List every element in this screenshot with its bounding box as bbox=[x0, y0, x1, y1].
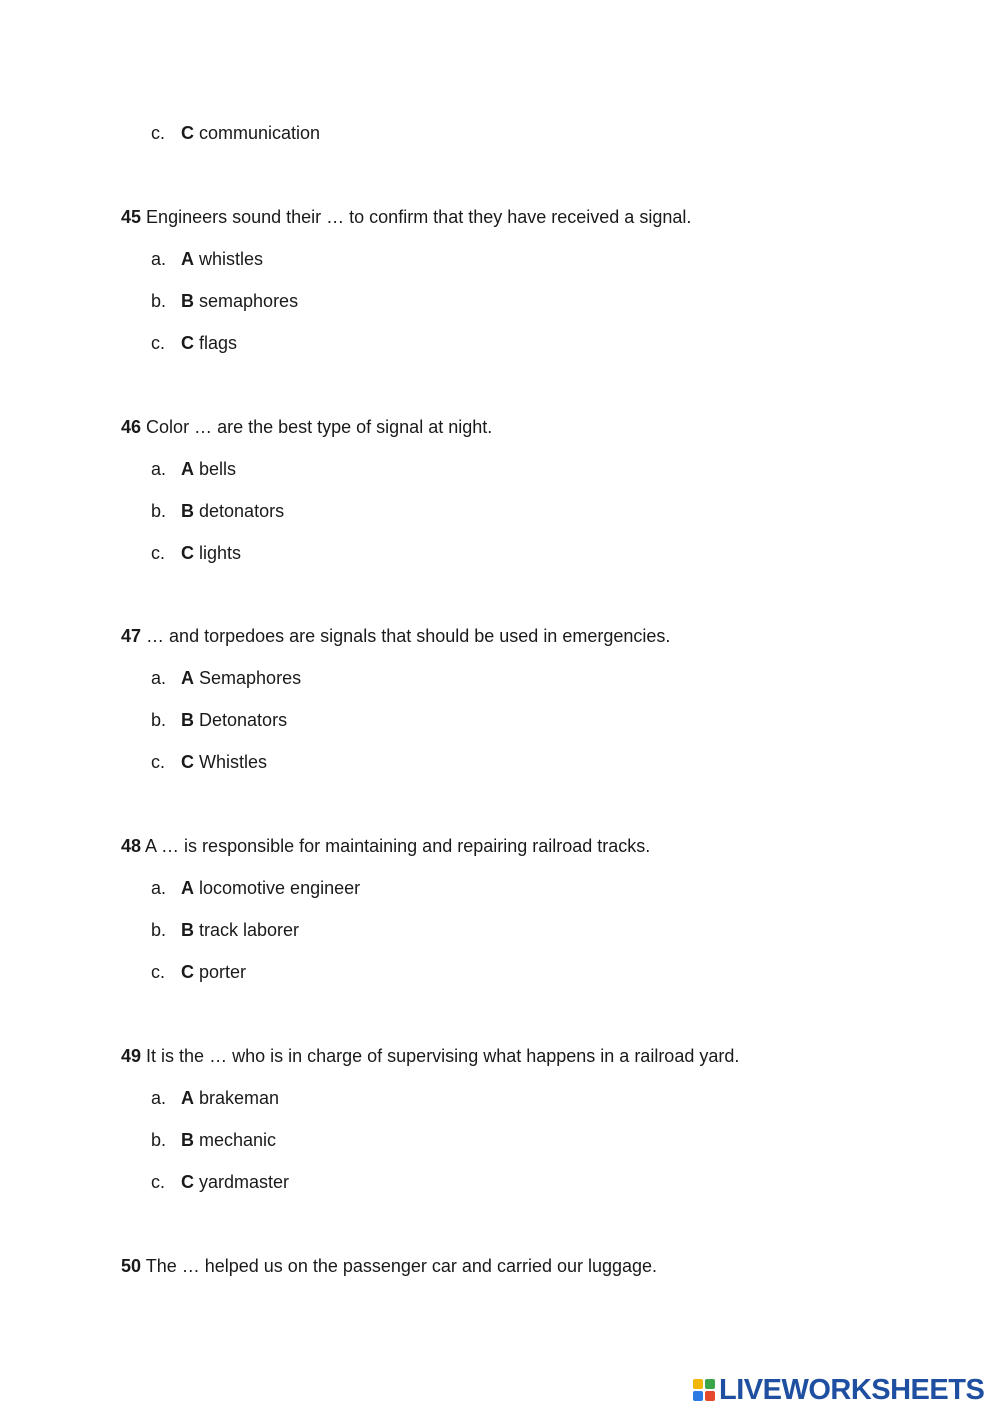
option-letter: A bbox=[181, 459, 194, 479]
option-row bbox=[151, 458, 236, 480]
option-text: Detonators bbox=[199, 710, 288, 730]
option-text: mechanic bbox=[199, 1130, 277, 1150]
option-row bbox=[151, 542, 241, 564]
option-letter: B bbox=[181, 291, 194, 311]
option-marker: a. bbox=[151, 1088, 167, 1108]
option-marker: b. bbox=[151, 291, 167, 311]
option-row bbox=[151, 1171, 289, 1193]
option-text: detonators bbox=[199, 501, 285, 521]
option-row bbox=[151, 877, 360, 899]
option-row bbox=[151, 709, 287, 731]
question-number: 47 bbox=[121, 626, 142, 646]
option-marker: a. bbox=[151, 459, 167, 479]
question-50 bbox=[121, 1255, 657, 1277]
option-text: Semaphores bbox=[199, 668, 302, 688]
option-marker: a. bbox=[151, 878, 167, 898]
question-number: 48 bbox=[121, 836, 142, 856]
option-text: porter bbox=[199, 962, 247, 982]
option-letter: A bbox=[181, 878, 194, 898]
option-letter: A bbox=[181, 1088, 194, 1108]
question-text: A … is responsible for maintaining and repairing railroad tracks. bbox=[145, 836, 651, 856]
question-number: 49 bbox=[121, 1046, 142, 1066]
option-marker: c. bbox=[151, 543, 166, 563]
option-row bbox=[151, 500, 284, 522]
question-number: 50 bbox=[121, 1256, 142, 1276]
option-text: locomotive engineer bbox=[199, 878, 361, 898]
question-text: Color … are the best type of signal at night. bbox=[146, 417, 493, 437]
liveworksheets-logo bbox=[693, 1372, 984, 1408]
question-text: Engineers sound their … to confirm that they have received a signal. bbox=[146, 207, 692, 227]
option-row bbox=[151, 248, 263, 270]
option-letter: C bbox=[181, 752, 194, 772]
option-letter: A bbox=[181, 668, 194, 688]
question-text: … and torpedoes are signals that should be used in emergencies. bbox=[146, 626, 671, 646]
logo-text: LIVEWORKSHEETS bbox=[719, 1373, 985, 1406]
option-marker: c. bbox=[151, 752, 166, 772]
option-text: Whistles bbox=[199, 752, 268, 772]
option-row bbox=[151, 961, 246, 983]
option-letter: C bbox=[181, 962, 194, 982]
question-number: 45 bbox=[121, 207, 142, 227]
option-row bbox=[151, 667, 301, 689]
option-text: whistles bbox=[199, 249, 264, 269]
option-text: yardmaster bbox=[199, 1172, 290, 1192]
option-text: bells bbox=[199, 459, 237, 479]
question-number: 46 bbox=[121, 417, 142, 437]
option-row bbox=[151, 1129, 276, 1151]
question-text: It is the … who is in charge of supervising what happens in a railroad yard. bbox=[146, 1046, 740, 1066]
option-row bbox=[151, 751, 267, 773]
option-letter: B bbox=[181, 1130, 194, 1150]
liveworksheets-logo-icon bbox=[693, 1379, 715, 1401]
question-46 bbox=[121, 416, 492, 438]
option-marker: a. bbox=[151, 668, 167, 688]
question-text: The … helped us on the passenger car and carried our luggage. bbox=[145, 1256, 658, 1276]
option-letter: C bbox=[181, 1172, 194, 1192]
option-marker: c. bbox=[151, 962, 166, 982]
option-row bbox=[151, 122, 320, 144]
option-letter: C bbox=[181, 123, 194, 143]
question-48 bbox=[121, 835, 650, 857]
option-letter: A bbox=[181, 249, 194, 269]
question-45 bbox=[121, 206, 691, 228]
option-text: semaphores bbox=[199, 291, 299, 311]
option-letter: B bbox=[181, 710, 194, 730]
option-row bbox=[151, 1087, 279, 1109]
question-49 bbox=[121, 1045, 739, 1067]
option-text: communication bbox=[199, 123, 321, 143]
option-letter: B bbox=[181, 501, 194, 521]
option-letter: B bbox=[181, 920, 194, 940]
option-text: lights bbox=[199, 543, 242, 563]
option-letter: C bbox=[181, 333, 194, 353]
option-marker: c. bbox=[151, 123, 166, 143]
option-text: flags bbox=[199, 333, 238, 353]
option-row bbox=[151, 332, 237, 354]
option-text: track laborer bbox=[199, 920, 300, 940]
option-marker: c. bbox=[151, 1172, 166, 1192]
option-text: brakeman bbox=[199, 1088, 280, 1108]
option-marker: b. bbox=[151, 1130, 167, 1150]
option-letter: C bbox=[181, 543, 194, 563]
option-row bbox=[151, 290, 298, 312]
option-marker: b. bbox=[151, 710, 167, 730]
option-marker: a. bbox=[151, 249, 167, 269]
option-marker: b. bbox=[151, 501, 167, 521]
option-marker: b. bbox=[151, 920, 167, 940]
option-row bbox=[151, 919, 299, 941]
question-47 bbox=[121, 625, 670, 647]
option-marker: c. bbox=[151, 333, 166, 353]
